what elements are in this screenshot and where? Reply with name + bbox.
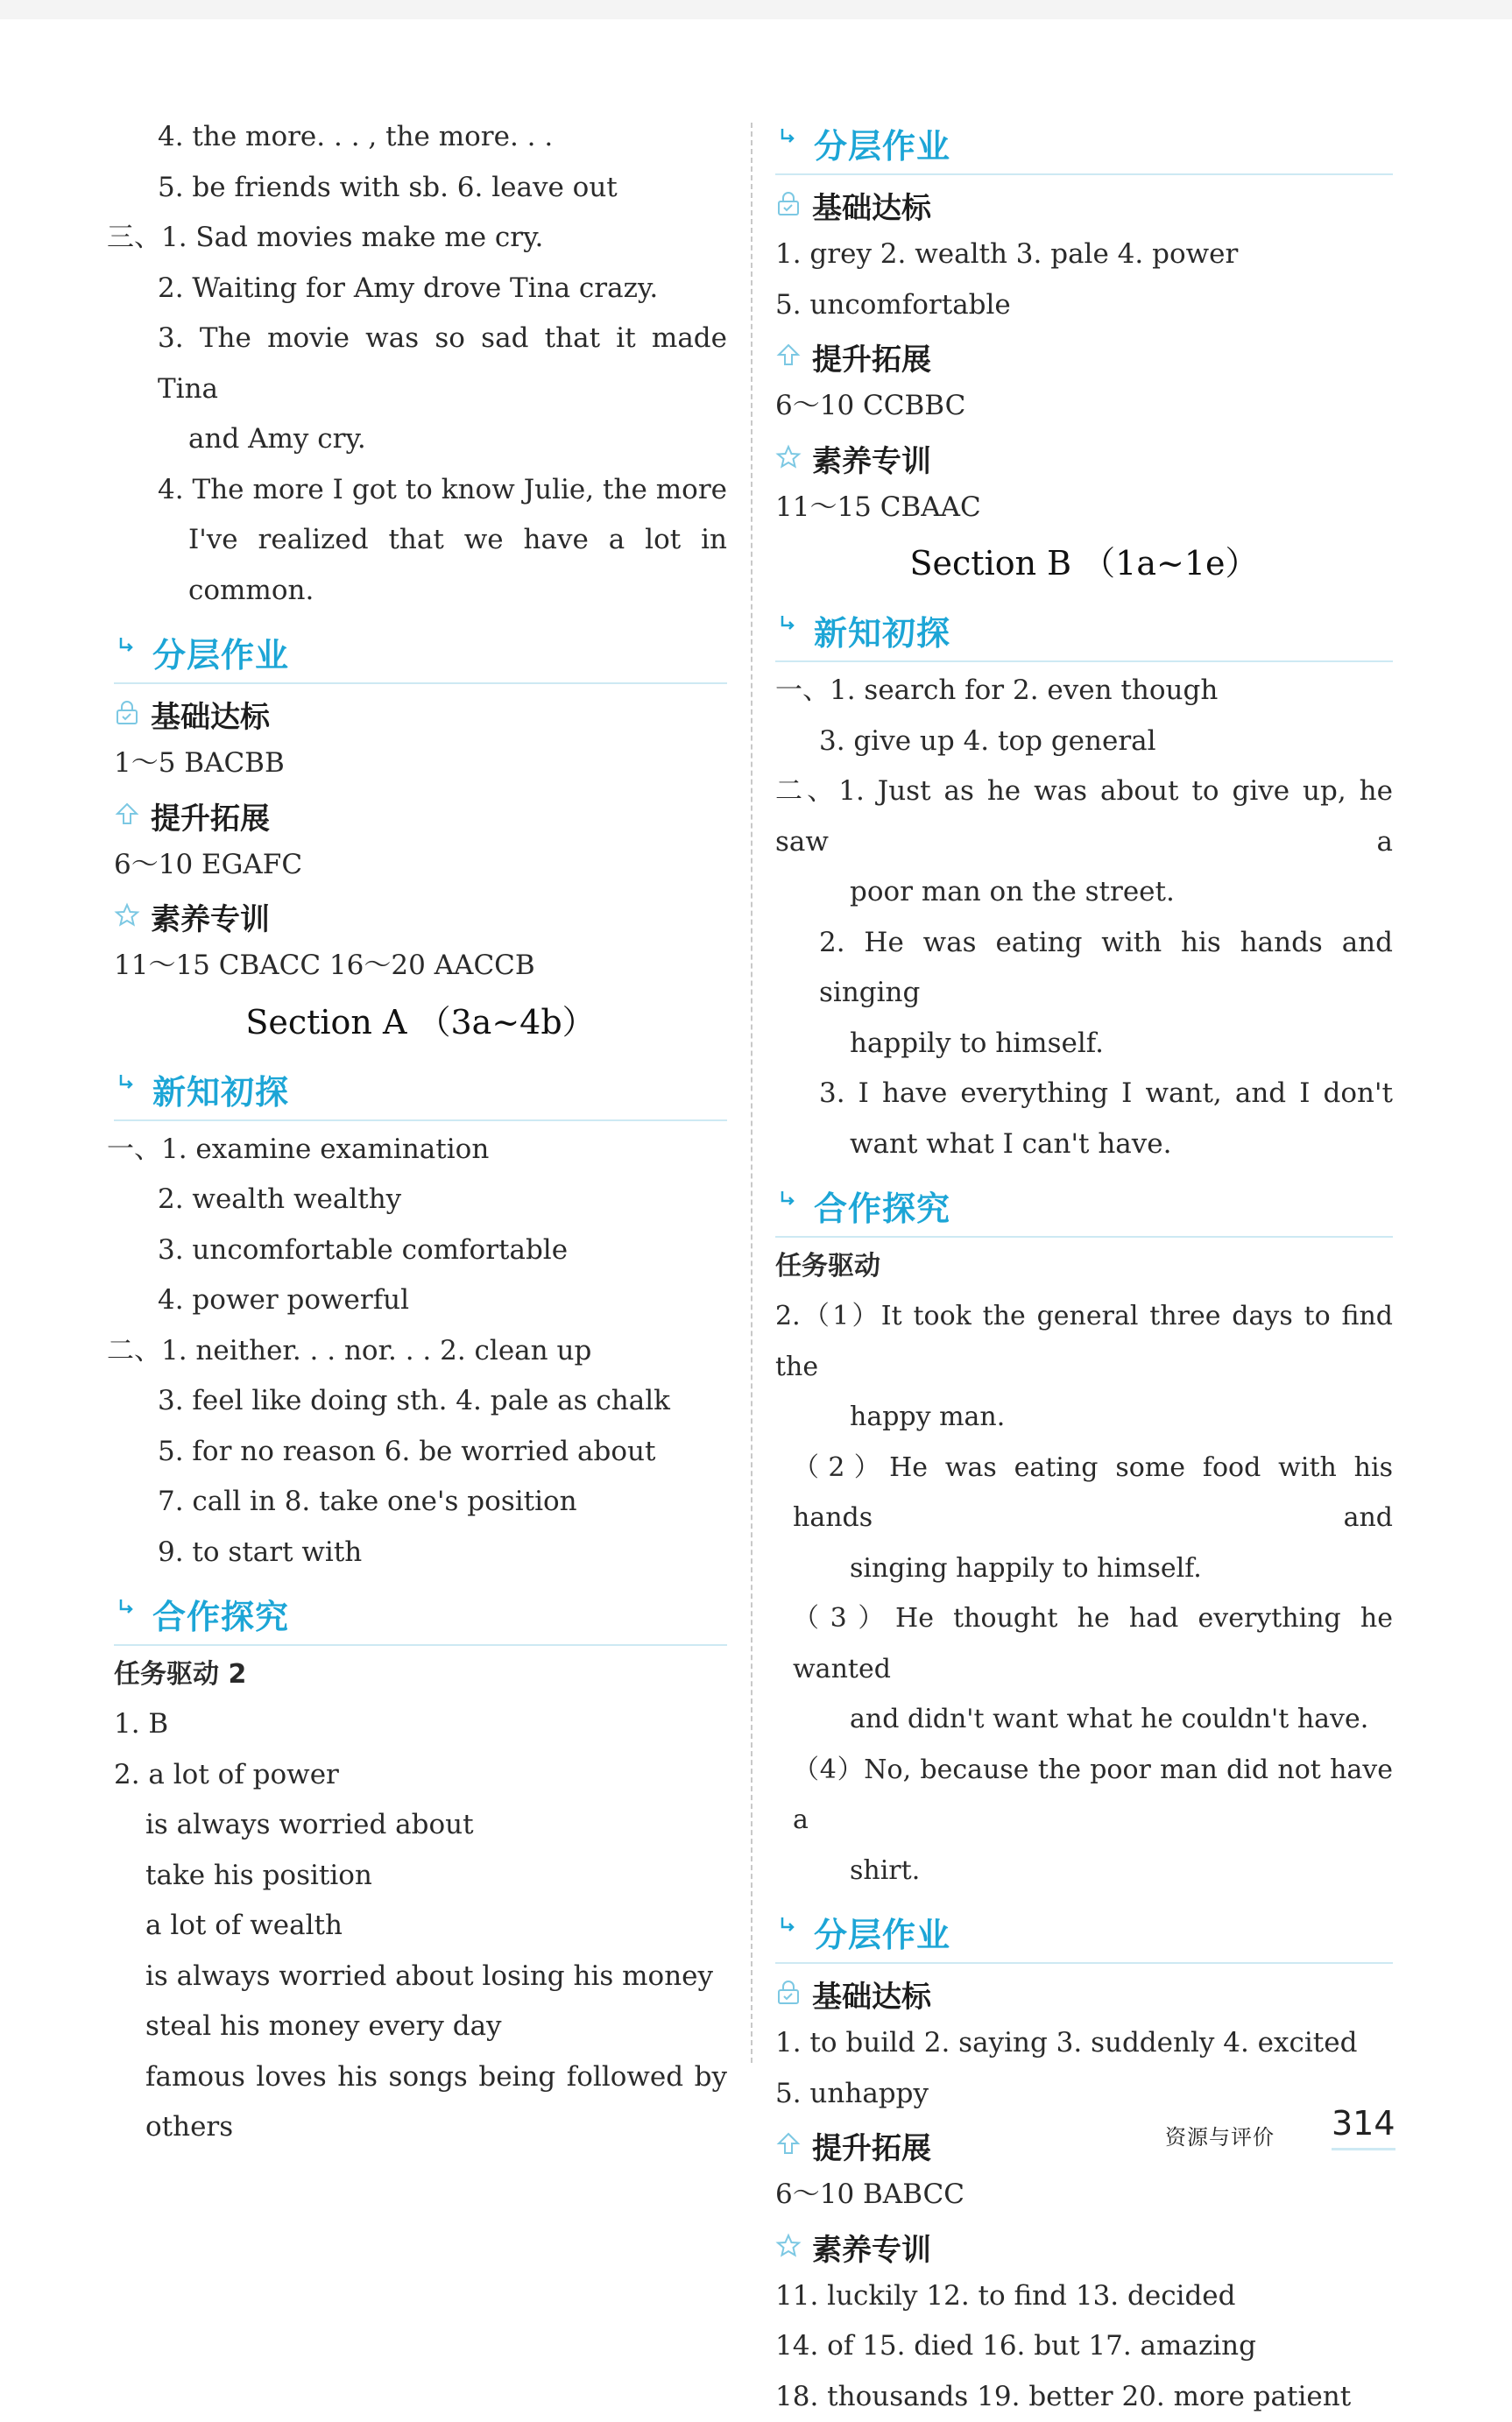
answer-line: others [114,2102,727,2153]
answer-line: 6～10 BABCC [775,2170,1393,2221]
answer-line: 4. the more. . . , the more. . . [114,112,727,163]
answer-line: （2）He was eating some food with his hands and [775,1443,1393,1543]
sub-header-label: 基础达标 [812,184,931,227]
sub-header-basic [775,179,1393,229]
sub-header-basic [114,688,727,738]
sub-header-improve [775,2119,1393,2170]
answer-line: 2. a lot of power [114,1750,727,1801]
answer-line: 18. thousands 19. better 20. more patient [775,2372,1393,2422]
answer-line: 二、1. Just as he was about to give up, he saw a [775,766,1393,867]
sub-header-label: 提升拓展 [812,2124,931,2167]
answer-line: 一、1. examine examination [107,1125,727,1176]
answer-line: 11. luckily 12. to find 13. decided [775,2271,1393,2322]
section-header-label: 合作探究 [814,1182,950,1230]
section-header-label: 新知初探 [814,606,950,654]
section-header-label: 分层作业 [814,119,950,167]
answer-line: 1. to build 2. saying 3. suddenly 4. excited [775,2018,1393,2069]
star-icon [114,902,140,929]
section-header-label: 分层作业 [814,1908,950,1956]
sub-header-label: 基础达标 [812,1973,931,2016]
section-header-cooperation [114,1583,727,1646]
sub-header-literacy [775,2221,1393,2271]
sub-header-basic [775,1967,1393,2018]
sub-header-improve [114,789,727,840]
answer-line: 2. He was eating with his hands and singing [775,918,1393,1019]
sub-header-literacy [775,432,1393,483]
section-header-layered-homework [775,1901,1393,1964]
section-header-label: 合作探究 [152,1590,289,1638]
answer-line: 6～10 EGAFC [114,840,727,891]
answer-line: take his position [114,1851,727,1902]
answer-line: 三、1. Sad movies make me cry. [107,213,727,264]
up-arrow-icon [775,2131,802,2157]
arrow-icon [118,1597,138,1616]
section-header-new-knowledge [775,599,1393,662]
column-divider [751,123,752,2063]
answer-line: common. [114,566,727,617]
answer-line: 1. grey 2. wealth 3. pale 4. power [775,229,1393,280]
answer-line: 3. The movie was so sad that it made Tina [114,314,727,414]
footer-label: 资源与评价 [1165,2120,1275,2150]
answer-line: 3. uncomfortable comfortable [114,1225,727,1276]
answer-line: happy man. [775,1392,1393,1443]
answer-line: 5. uncomfortable [775,280,1393,331]
lock-icon [775,191,802,217]
left-column [114,112,727,2153]
answer-line: famous loves his songs being followed by [114,2052,727,2103]
answer-line: 二、1. neither. . . nor. . . 2. clean up [107,1326,727,1377]
arrow-icon [118,635,138,654]
lock-icon [114,700,140,726]
answer-line: is always worried about losing his money [114,1952,727,2002]
answer-line: 3. I have everything I want, and I don't [775,1069,1393,1119]
answer-line: 2. wealth wealthy [114,1175,727,1225]
answer-line: 6～10 CCBBC [775,381,1393,432]
answer-line: 3. give up 4. top general [775,717,1393,767]
up-arrow-icon [775,342,802,369]
answer-line: 5. be friends with sb. 6. leave out [114,163,727,214]
task-title: 任务驱动 [775,1241,1393,1291]
answer-line: 2.（1）It took the general three days to find the [775,1291,1393,1392]
answer-line: 5. unhappy [775,2069,1393,2120]
star-icon [775,2233,802,2259]
section-title: Section B （1a~1e） [775,533,1393,594]
answer-line: 7. call in 8. take one's position [114,1477,727,1528]
answer-line: I've realized that we have a lot in [114,515,727,566]
right-column [775,112,1393,2422]
answer-line: 1～5 BACBB [114,738,727,789]
sub-header-label: 提升拓展 [812,335,931,378]
answer-line: a lot of wealth [114,1901,727,1952]
answer-line: 4. power powerful [114,1275,727,1326]
answer-line: 5. for no reason 6. be worried about [114,1427,727,1478]
section-header-label: 分层作业 [152,628,289,676]
answer-line: want what I can't have. [775,1119,1393,1170]
answer-line: 一、1. search for 2. even though [775,666,1393,717]
sub-header-label: 素养专训 [812,2226,931,2269]
sub-header-label: 素养专训 [151,895,270,938]
sub-header-improve [775,330,1393,381]
answer-line: （4）No, because the poor man did not have a [775,1745,1393,1846]
answer-line: and Amy cry. [114,414,727,465]
answer-line: 2. Waiting for Amy drove Tina crazy. [114,264,727,314]
answer-line: 3. feel like doing sth. 4. pale as chalk [114,1376,727,1427]
section-title: Section A （3a~4b） [114,992,727,1053]
section-header-label: 新知初探 [152,1065,289,1113]
answer-line: （3）He thought he had everything he wanted [775,1593,1393,1694]
up-arrow-icon [114,801,140,828]
answer-line: happily to himself. [775,1019,1393,1070]
answer-line: 11～15 CBACC 16～20 AACCB [114,941,727,992]
task-title: 任务驱动 2 [114,1649,727,1699]
scan-top-band [0,0,1512,19]
star-icon [775,444,802,470]
sub-header-label: 提升拓展 [151,794,270,837]
answer-line: 1. B [114,1699,727,1750]
arrow-icon [780,613,799,632]
answer-line: steal his money every day [114,2002,727,2052]
answer-line: 11～15 CBAAC [775,483,1393,533]
answer-line: 9. to start with [114,1528,727,1578]
arrow-icon [118,1072,138,1091]
section-header-new-knowledge [114,1058,727,1121]
answer-line: poor man on the street. [775,867,1393,918]
arrow-icon [780,126,799,145]
sub-header-label: 素养专训 [812,437,931,480]
section-header-layered-homework [775,112,1393,175]
sub-header-literacy [114,890,727,941]
arrow-icon [780,1915,799,1934]
lock-icon [775,1980,802,2006]
arrow-icon [780,1189,799,1208]
answer-line: and didn't want what he couldn't have. [775,1694,1393,1745]
sub-header-label: 基础达标 [151,693,270,736]
answer-line: 14. of 15. died 16. but 17. amazing [775,2321,1393,2372]
section-header-layered-homework [114,621,727,684]
page-number: 314 [1332,2104,1395,2150]
answer-line: singing happily to himself. [775,1543,1393,1594]
answer-line: shirt. [775,1846,1393,1896]
answer-line: 4. The more I got to know Julie, the more [114,465,727,516]
section-header-cooperation [775,1175,1393,1238]
answer-line: is always worried about [114,1800,727,1851]
